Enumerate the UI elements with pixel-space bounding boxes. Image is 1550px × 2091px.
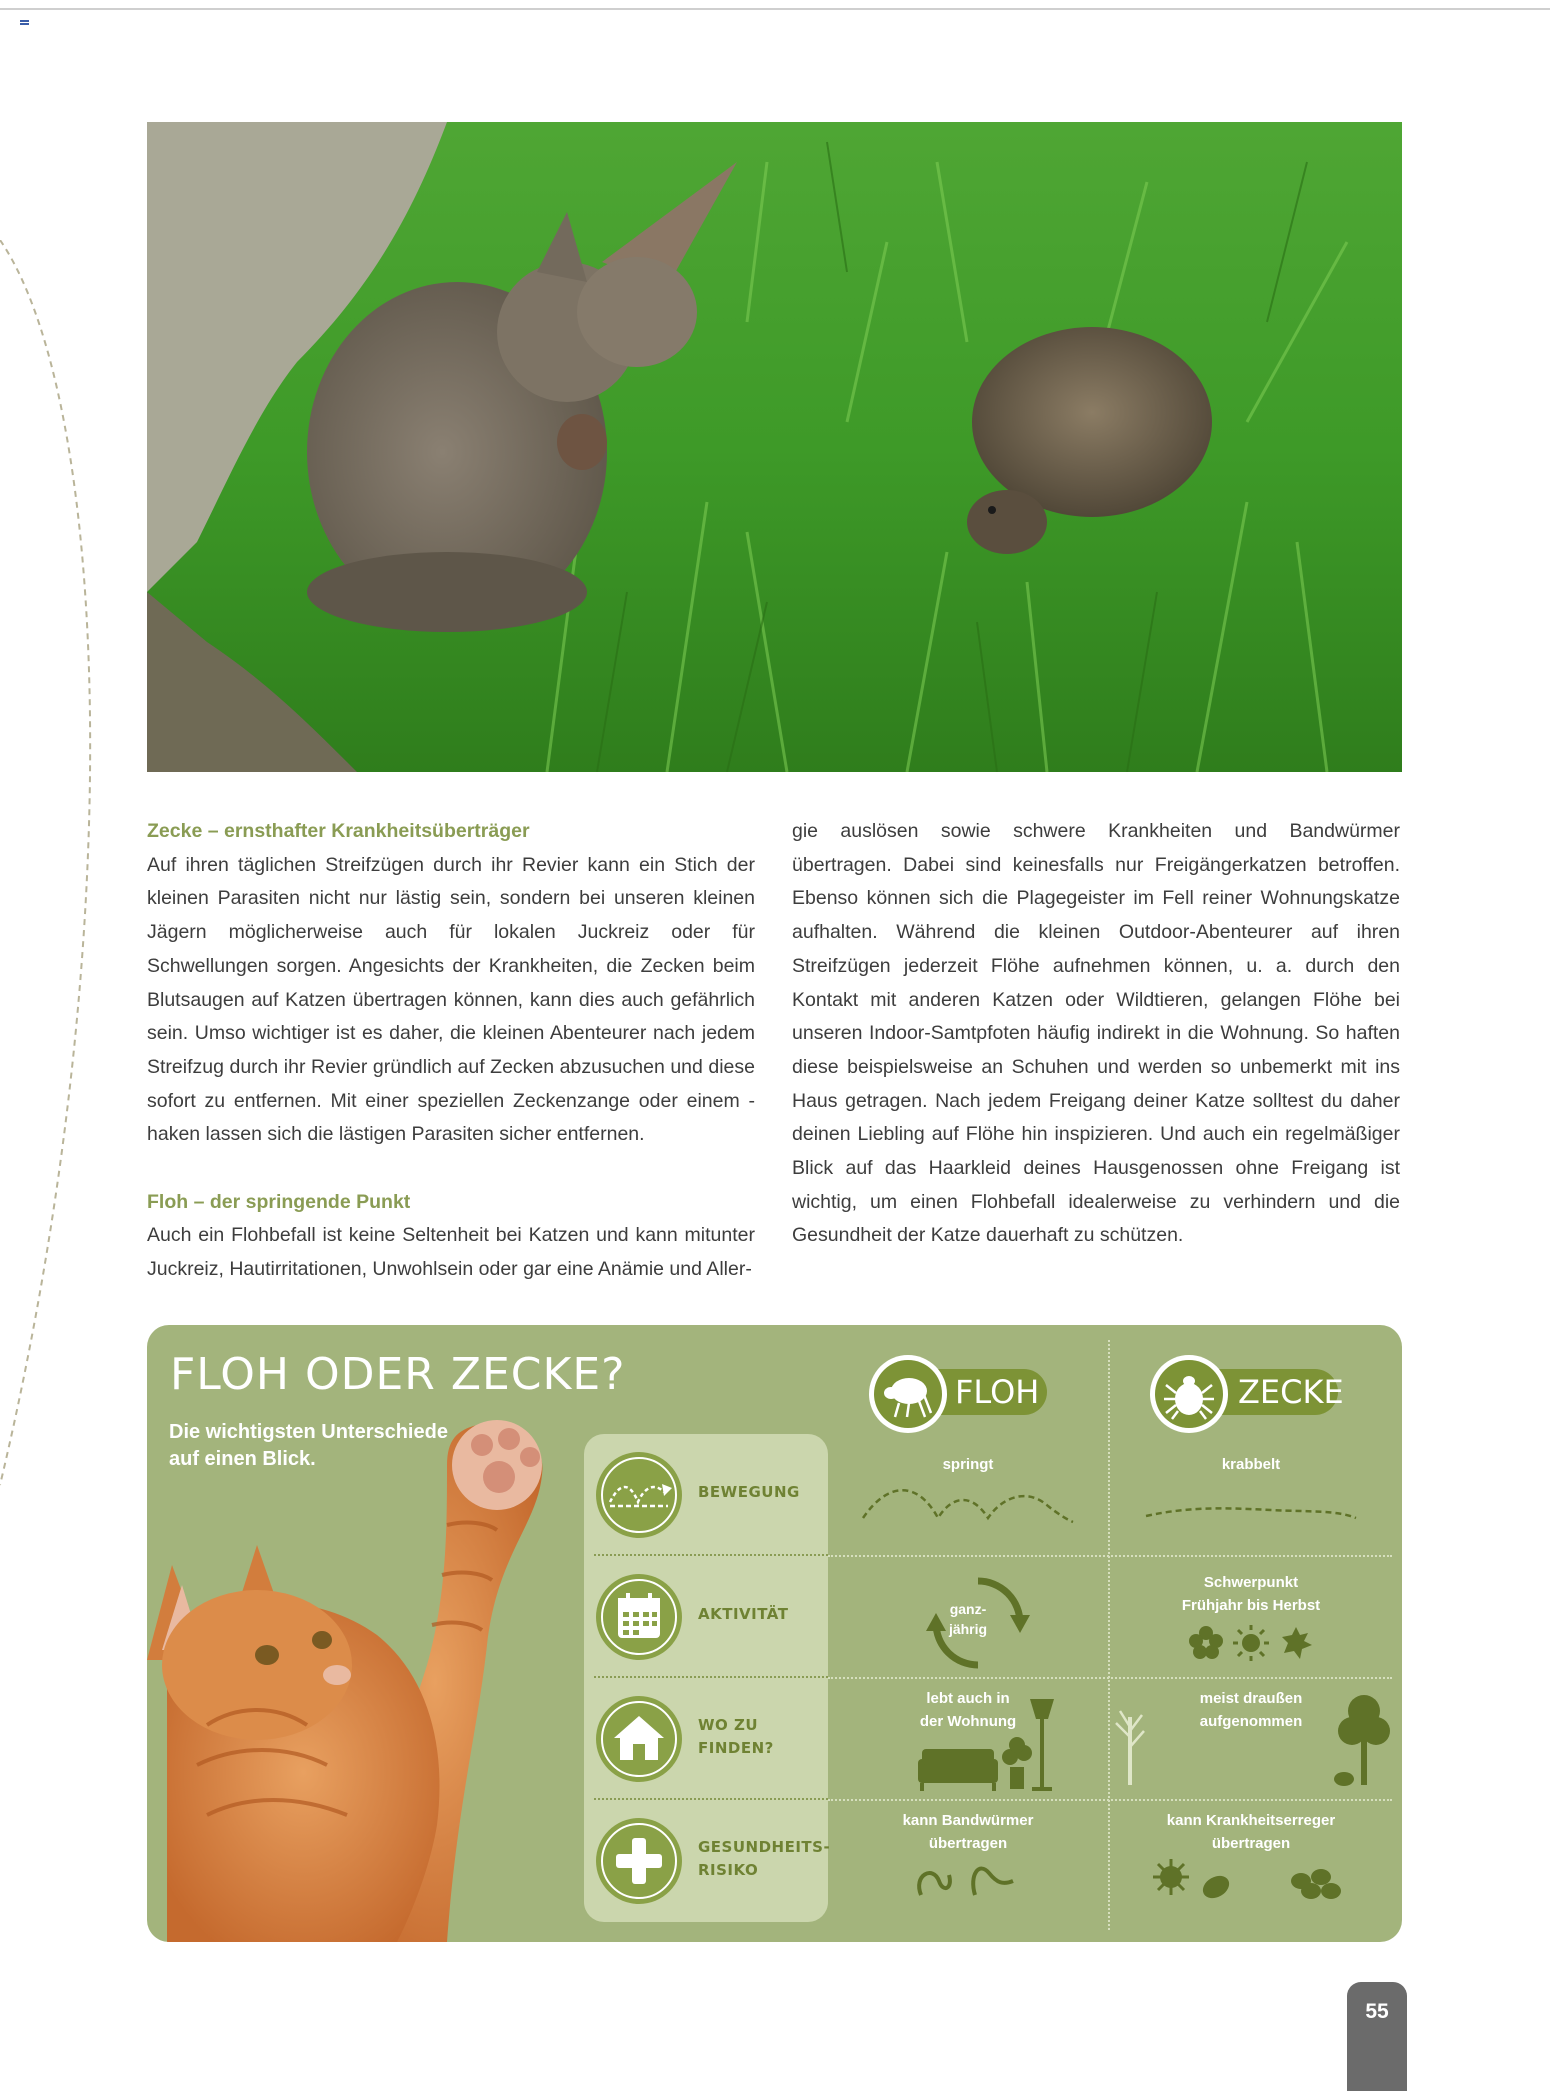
leaf-icon bbox=[1282, 1627, 1312, 1659]
tick-health-text: kann Krankheitserreger übertragen bbox=[1166, 1812, 1336, 1852]
seasons-icons bbox=[1186, 1621, 1316, 1661]
tick-pill: ZECKE bbox=[1188, 1369, 1338, 1415]
row-health bbox=[584, 1800, 831, 1922]
sun-icon bbox=[1233, 1625, 1269, 1661]
tree-icon bbox=[1110, 1687, 1150, 1787]
row-where bbox=[584, 1678, 828, 1800]
crawling-path-icon bbox=[1141, 1476, 1361, 1526]
plus-icon bbox=[596, 1818, 682, 1904]
lamp-icon bbox=[1030, 1699, 1054, 1791]
sofa-icon bbox=[918, 1749, 998, 1791]
top-border-line bbox=[0, 8, 1550, 10]
infobox-subtitle: Die wichtigsten Unterschiede auf einen Blick. bbox=[169, 1421, 448, 1470]
movement-circle bbox=[596, 1452, 682, 1538]
flea-where-text: lebt auch in der Wohnung bbox=[919, 1690, 1017, 1730]
flea-pill: FLOH bbox=[907, 1369, 1047, 1415]
flea-where-cell bbox=[828, 1687, 1108, 1797]
article-right-column bbox=[792, 815, 1400, 1253]
tick-where-cell bbox=[1110, 1687, 1392, 1797]
row-movement bbox=[584, 1434, 828, 1556]
flea-icon bbox=[869, 1355, 947, 1433]
tick-paragraph: Auf ihren täglichen Streifzügen durch ihr Revier kann ein Stich der kleinen Parasiten nicht nur lästig sein, sondern bei unseren kleinen Jägern möglicherweise auch für lokalen Juckreiz oder für Schwellungen sorgen. Angesichts der Krankheiten, die Zecken beim Blutsaugen auf Katzen übertragen können, kann dies auch gefährlich sein. Umso wichtiger ist es daher, die kleinen Abenteurer nach jedem Streifzug durch ihr Revier gründlich auf Zecken abzusuchen und diese sofort zu entfernen. Mit einer speziellen Zeckenzange oder einem -haken lassen sich die lästigen Parasiten sicher entfernen. bbox=[147, 853, 755, 1146]
row-separator bbox=[828, 1677, 1392, 1679]
flea-heading: Floh – der springende Punkt bbox=[147, 1190, 411, 1213]
tick-activity-text: Schwerpunkt Frühjahr bis Herbst bbox=[1181, 1574, 1321, 1614]
flea-paragraph-continued: gie auslösen sowie schwere Krankheiten und Bandwürmer übertragen. Dabei sind keinesfalls nur Freigängerkatzen betroffen. Ebenso können sich die Plagegeister im Fell reiner Wohnungskatze aufhalten. Während die kleinen Outdoor-Abenteurer auf ihren Streifzügen jederzeit Flöhe aufnehmen können, u. a. durch den Kontakt mit anderen Katzen oder Wildtieren, gelangen Flöhe bei unseren Indoor-Samtpfoten häufig indirekt in die Wohnung. So haften diese beispielsweise an Schuhen und werden so unbemerkt mit ins Haus getragen. Nach jedem Freigang deiner Katze solltest du daher deinen Liebling auf Flöhe hin inspizieren. Und auch ein regelmäßiger Blick auf das Haarkleid deines Hausgenossen ohne Freigang ist wichtig, um einen Flohbefall idealerweise zu verhindern und die Gesundheit der Katze dauerhaft zu schützen. bbox=[792, 820, 1400, 1247]
bacteria-icon bbox=[1141, 1855, 1361, 1905]
health-label: GESUNDHEITS- RISIKO bbox=[698, 1838, 831, 1879]
comparison-infobox bbox=[147, 1325, 1402, 1942]
worm-icon bbox=[913, 1855, 1023, 1905]
indoor-scene-icon bbox=[918, 1697, 1058, 1797]
flower-icon bbox=[1189, 1626, 1223, 1659]
tick-movement-cell bbox=[1110, 1453, 1392, 1526]
flea-health-cell bbox=[828, 1809, 1108, 1905]
tick-where-text: meist draußen aufgenommen bbox=[1199, 1690, 1303, 1730]
calendar-icon bbox=[596, 1574, 682, 1660]
flea-health-text: kann Bandwürmer übertragen bbox=[902, 1812, 1034, 1852]
health-circle bbox=[596, 1818, 682, 1904]
running-arrow-icon bbox=[596, 1452, 682, 1538]
row-separator bbox=[828, 1555, 1392, 1557]
row-activity bbox=[584, 1556, 828, 1678]
flea-movement-text: springt bbox=[942, 1456, 994, 1473]
tick-movement-text: krabbelt bbox=[1221, 1456, 1281, 1473]
flea-icon-badge bbox=[869, 1355, 947, 1433]
page-number: 55 bbox=[1347, 1982, 1407, 2091]
activity-circle bbox=[596, 1574, 682, 1660]
corner-mark-icon bbox=[20, 20, 29, 27]
flea-movement-cell bbox=[828, 1453, 1108, 1526]
flea-activity-text: ganz- jährig bbox=[948, 1601, 988, 1637]
flea-column-header bbox=[869, 1355, 1089, 1417]
house-icon bbox=[596, 1696, 682, 1782]
jumping-path-icon bbox=[858, 1476, 1078, 1526]
tree-icon bbox=[1334, 1687, 1392, 1787]
kitten-reaching-illustration bbox=[147, 1405, 587, 1942]
tick-icon-badge bbox=[1150, 1355, 1228, 1433]
tick-column-header bbox=[1150, 1355, 1370, 1417]
plant-icon bbox=[1002, 1737, 1032, 1789]
decorative-dashed-curve bbox=[0, 240, 120, 1490]
movement-label: BEWEGUNG bbox=[698, 1483, 800, 1501]
tick-health-cell bbox=[1110, 1809, 1392, 1905]
row-separator bbox=[828, 1799, 1392, 1801]
activity-label: AKTIVITÄT bbox=[698, 1605, 789, 1623]
tick-heading: Zecke – ernsthafter Krankheitsüberträger bbox=[147, 820, 530, 842]
where-circle bbox=[596, 1696, 682, 1782]
tick-activity-cell bbox=[1110, 1571, 1392, 1661]
infobox-title: FLOH ODER ZECKE? bbox=[170, 1349, 626, 1400]
criteria-panel bbox=[584, 1434, 831, 1922]
where-label: WO ZU FINDEN? bbox=[698, 1716, 774, 1757]
flea-paragraph-start: Auch ein Flohbefall ist keine Seltenheit bei Katzen und kann mitunter Juckreiz, Hautirritationen, Unwohlsein oder gar eine Anämie und Aller- bbox=[147, 1224, 755, 1281]
flea-activity-cell bbox=[828, 1565, 1108, 1675]
article-left-column bbox=[147, 815, 755, 1287]
cat-and-hedgehog-photo bbox=[147, 122, 1402, 772]
tick-icon bbox=[1150, 1355, 1228, 1433]
